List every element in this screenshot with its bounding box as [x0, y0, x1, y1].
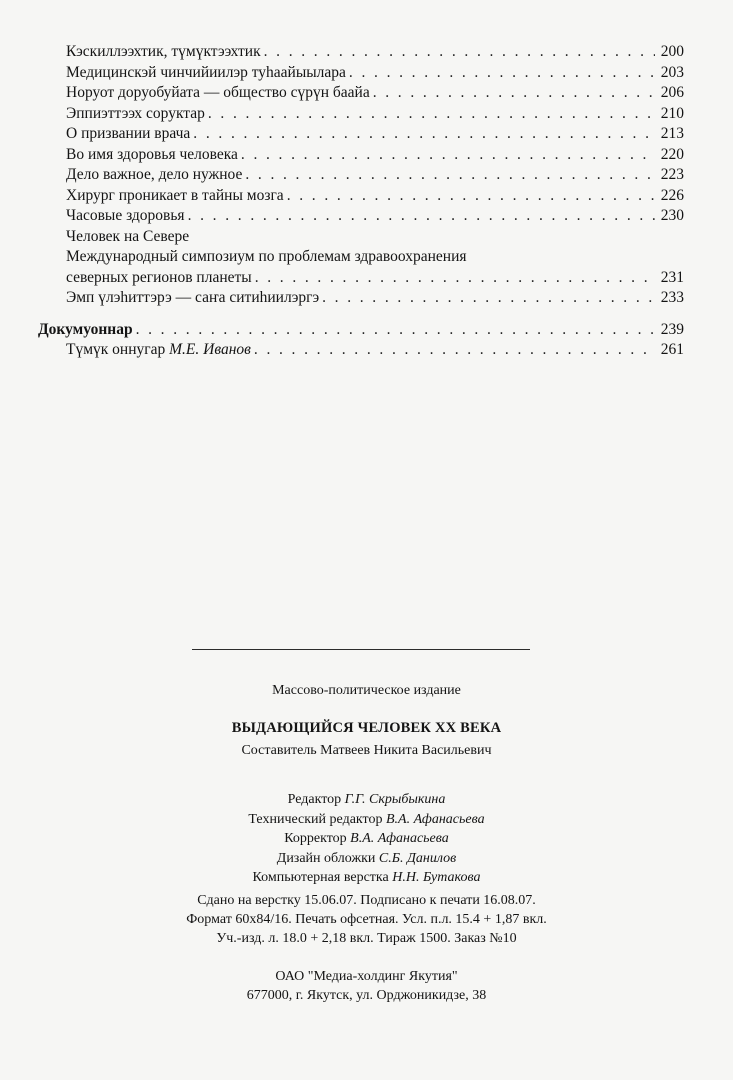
leader-dots [322, 288, 655, 308]
credit-line [0, 849, 733, 869]
leader-dots [188, 206, 655, 226]
toc-entry [38, 206, 684, 227]
leader-dots [373, 83, 655, 103]
credit-name: Г.Г. Скрыбыкина [344, 792, 446, 807]
credit-name: В.А. Афанасьева [350, 831, 449, 846]
toc-entry-page: 206 [660, 84, 684, 101]
leader-dots [349, 63, 655, 83]
toc-entry [38, 124, 684, 145]
afterword-author: М.Е. Иванов [169, 341, 251, 358]
toc-section-documents [38, 320, 684, 341]
credit-role: Технический редактор [248, 811, 386, 827]
credit-name: В.А. Афанасьева [385, 811, 485, 827]
toc-entry [38, 83, 684, 104]
leader-dots [287, 186, 655, 206]
publisher-block [0, 967, 733, 1005]
toc-entry-page: 203 [660, 63, 684, 81]
credit-role: Корректор [284, 831, 351, 846]
toc-entry-title: Часовые здоровья [66, 207, 185, 224]
toc-section-title: Докумуоннар [38, 320, 133, 338]
toc-entry-title: Человек на Севере [66, 227, 190, 245]
toc-entry-page: 231 [660, 268, 684, 286]
print-info-line: Сдано на верстку 15.06.07. Подписано к печати 16.08.07. [197, 893, 536, 908]
toc-section-page: 239 [660, 320, 684, 338]
separator-line [192, 649, 530, 650]
toc-entry-title: северных регионов планеты [66, 268, 252, 286]
toc-entry [38, 165, 684, 186]
toc-entry-title: Кэскиллээхтик, түмүктээхтик [66, 43, 261, 60]
credit-role: Редактор [287, 792, 345, 807]
toc-entry-title: Норуот доруобуйата — общество сүрүн баайа [66, 84, 370, 101]
toc-entry [38, 247, 684, 268]
table-of-contents [38, 42, 684, 361]
credit-role: Дизайн обложки [276, 850, 379, 866]
toc-entry-title: О призвании врача [66, 125, 191, 142]
leader-dots [254, 340, 655, 360]
toc-entry-page: 213 [660, 125, 684, 142]
toc-entry-title: Международный симпозиум по проблемам здравоохранения [66, 248, 467, 265]
edition-type: Массово-политическое издание [272, 683, 461, 698]
print-info-block [0, 891, 733, 948]
credits-block [0, 790, 733, 888]
toc-entry-title: Эмп үлэһиттэрэ — саҥа ситиһиилэргэ [66, 289, 320, 306]
toc-entry-title: Медицинскэй чинчийиилэр туһаайыылара [66, 63, 346, 81]
credit-line [0, 868, 733, 888]
credit-role: Компьютерная верстка [252, 870, 393, 885]
toc-entry-title [66, 340, 251, 360]
book-title: ВЫДАЮЩИЙСЯ ЧЕЛОВЕК XX ВЕКА [231, 720, 502, 736]
credit-line [0, 810, 733, 830]
compiler-line: Составитель Матвеев Никита Васильевич [241, 743, 492, 758]
publisher-address: 677000, г. Якутск, ул. Орджоникидзе, 38 [246, 988, 487, 1003]
toc-entry-title: Хирург проникает в тайны мозга [66, 186, 284, 204]
toc-entry-page: 200 [660, 43, 684, 60]
leader-dots [136, 320, 655, 340]
toc-entry-page: 261 [660, 341, 684, 358]
toc-entry [38, 268, 684, 289]
toc-entry-page: 226 [660, 186, 684, 204]
credit-name: С.Б. Данилов [378, 850, 457, 866]
print-info-line: Формат 60х84/16. Печать офсетная. Усл. п.л. 15.4 + 1,87 вкл. [186, 912, 547, 927]
toc-entry-afterword [38, 340, 684, 361]
credit-line [0, 829, 733, 849]
toc-entry-page: 223 [660, 166, 684, 183]
leader-dots [208, 104, 655, 124]
toc-entry [38, 227, 684, 248]
toc-entry [38, 186, 684, 207]
toc-entry-page: 233 [660, 289, 684, 306]
toc-entry-page: 220 [660, 145, 684, 163]
leader-dots [264, 42, 655, 62]
toc-entry [38, 145, 684, 166]
leader-dots [245, 165, 655, 185]
toc-entry [38, 104, 684, 125]
print-info-line: Уч.-изд. л. 18.0 + 2,18 вкл. Тираж 1500. Заказ №10 [216, 931, 517, 946]
credit-line [0, 790, 733, 810]
credit-name: Н.Н. Бутакова [392, 870, 481, 885]
toc-entry-title: Эппиэттээх соруктар [66, 104, 205, 122]
leader-dots [241, 145, 655, 165]
toc-entry [38, 288, 684, 309]
toc-entry-title: Дело важное, дело нужное [66, 166, 243, 183]
leader-dots [193, 124, 655, 144]
toc-entry-page: 230 [660, 207, 684, 224]
toc-entry [38, 42, 684, 63]
toc-entry-title: Во имя здоровья человека [66, 145, 238, 163]
toc-entry [38, 63, 684, 84]
toc-entry-page: 210 [660, 104, 684, 122]
publisher-name: ОАО "Медиа-холдинг Якутия" [275, 969, 458, 984]
afterword-title: Түмүк оннугар [66, 341, 170, 358]
leader-dots [255, 268, 655, 288]
